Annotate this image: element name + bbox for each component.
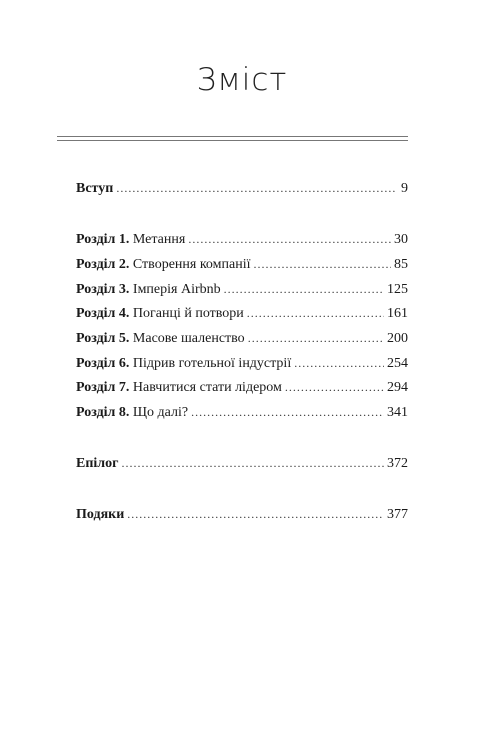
toc-page-number: 9 bbox=[401, 181, 408, 196]
divider-rule-bottom bbox=[57, 140, 408, 141]
toc-entry-heading: Подяки bbox=[76, 507, 125, 522]
toc-entry-heading: Розділ 5. bbox=[76, 331, 130, 346]
toc-entry-title: Поганці й потвори bbox=[132, 306, 244, 321]
toc-page-number: 30 bbox=[394, 232, 408, 247]
toc-entry-heading: Розділ 4. bbox=[76, 306, 130, 321]
toc-entry-epilogue[interactable] bbox=[76, 455, 408, 472]
toc-page-number: 294 bbox=[387, 380, 408, 395]
toc-page-number: 377 bbox=[387, 507, 408, 522]
toc-entry-title: Створення компанії bbox=[132, 257, 251, 272]
toc-entry-chapter-4[interactable] bbox=[76, 305, 408, 322]
toc-entry-title: Масове шаленство bbox=[132, 331, 245, 346]
dot-leader bbox=[116, 180, 395, 196]
divider-rule-top bbox=[57, 136, 408, 137]
toc-entry-chapter-5[interactable] bbox=[76, 330, 408, 347]
toc-page-number: 341 bbox=[387, 405, 408, 420]
toc-page-number: 161 bbox=[387, 306, 408, 321]
toc-entry-title: Імперія Airbnb bbox=[132, 282, 221, 297]
dot-leader bbox=[285, 379, 384, 395]
toc-entry-heading: Розділ 6. bbox=[76, 356, 130, 371]
dot-leader bbox=[191, 404, 384, 420]
toc-entry-heading: Вступ bbox=[76, 181, 114, 196]
page-title: Зміст bbox=[196, 62, 288, 98]
toc-entry-heading: Розділ 8. bbox=[76, 405, 130, 420]
toc-entry-intro[interactable] bbox=[76, 180, 408, 197]
toc-entry-heading: Розділ 7. bbox=[76, 380, 130, 395]
dot-leader bbox=[127, 506, 384, 522]
dot-leader bbox=[294, 355, 384, 371]
toc-entry-chapter-3[interactable] bbox=[76, 281, 408, 298]
toc-entry-title: Метання bbox=[132, 232, 186, 247]
toc-entry-heading: Розділ 1. bbox=[76, 232, 130, 247]
toc-entry-heading: Епілог bbox=[76, 456, 119, 471]
dot-leader bbox=[188, 231, 391, 247]
toc-entry-title: Навчитися стати лідером bbox=[132, 380, 282, 395]
toc-page-number: 254 bbox=[387, 356, 408, 371]
dot-leader bbox=[224, 281, 384, 297]
dot-leader bbox=[248, 330, 384, 346]
toc-entry-chapter-8[interactable] bbox=[76, 404, 408, 421]
dot-leader bbox=[247, 305, 384, 321]
toc-entry-chapter-1[interactable] bbox=[76, 231, 408, 248]
toc-entry-chapter-7[interactable] bbox=[76, 379, 408, 396]
toc-entry-title: Що далі? bbox=[132, 405, 189, 420]
toc-entry-title: Підрив готельної індустрії bbox=[132, 356, 292, 371]
toc-entry-heading: Розділ 3. bbox=[76, 282, 130, 297]
toc-entry-chapter-6[interactable] bbox=[76, 355, 408, 372]
dot-leader bbox=[254, 256, 392, 272]
toc-entry-heading: Розділ 2. bbox=[76, 257, 130, 272]
toc-page-number: 200 bbox=[387, 331, 408, 346]
toc-entry-chapter-2[interactable] bbox=[76, 256, 408, 273]
toc-entry-acknowledgements[interactable] bbox=[76, 506, 408, 523]
toc-page-number: 125 bbox=[387, 282, 408, 297]
dot-leader bbox=[122, 455, 384, 471]
toc-page-number: 85 bbox=[394, 257, 408, 272]
toc-page-number: 372 bbox=[387, 456, 408, 471]
